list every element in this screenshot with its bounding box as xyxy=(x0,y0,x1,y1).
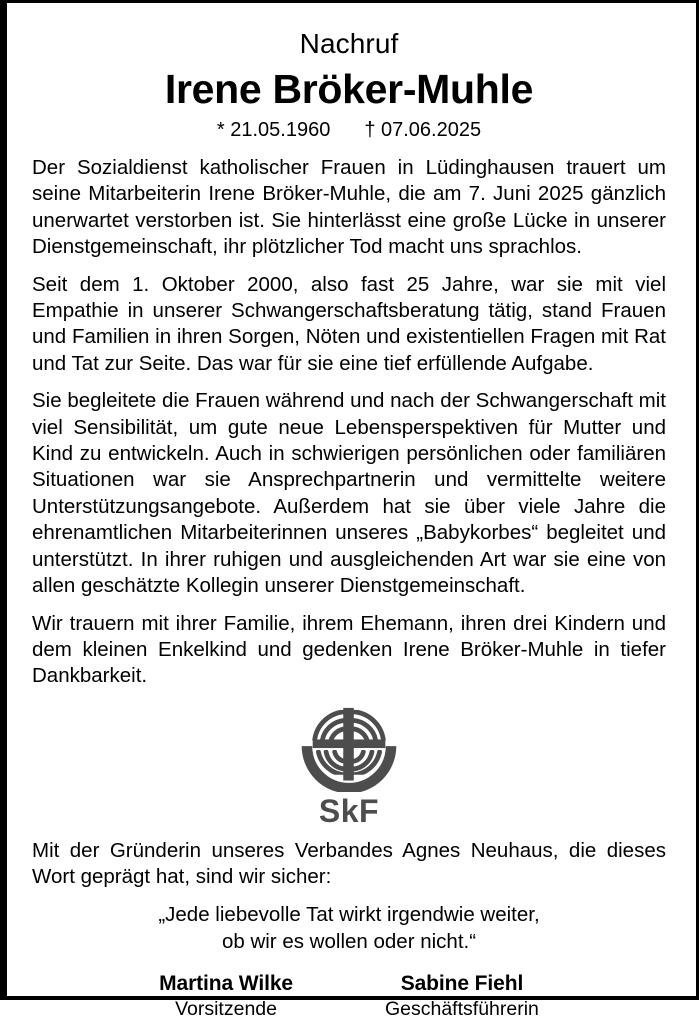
body-paragraph: Sie begleitete die Frauen während und nach der Schwangerschaft mit viel Sensibilität, um gute neue Lebensperspektiven für Mutter und Kind zu entwickeln. Auch in schwierigen persönlichen oder familiären Situationen war sie Ansprechpartnerin und vermittelte weitere Unterstützungsangebote. Außerdem hat sie über viele Jahre die ehrenamtlichen Mitarbeiterinnen unseres „Babykorbes“ begleitet und unterstützt. In ihrer ruhigen und ausgleichenden Art war sie eine von allen geschätzte Kollegin unserer Dienstgemeinschaft. xyxy=(32,389,666,598)
obituary-body xyxy=(32,155,666,690)
signature-row xyxy=(32,971,666,1022)
skf-wordmark: SkF xyxy=(318,792,380,829)
signatory xyxy=(385,971,539,1022)
quote-line: ob wir es wollen oder nicht.“ xyxy=(221,929,477,953)
signatory-role: Vorsitzende xyxy=(175,997,277,1020)
date-of-death: † 07.06.2025 xyxy=(364,119,482,141)
date-of-birth: * 21.05.1960 xyxy=(216,119,331,141)
body-paragraph: Der Sozialdienst katholischer Frauen in Lüdinghausen trauert um seine Mitarbeiterin Irene Bröker-Muhle, die am 7. Juni 2025 gänzlich unerwartet verstorben ist. Sie hinterlässt eine große Lücke in unserer Dienstgemeinschaft, ihr plötzlicher Tod macht uns sprachlos. xyxy=(32,156,666,259)
notice-inner xyxy=(7,3,696,1020)
signatory-name: Sabine Fiehl xyxy=(400,971,524,995)
signatory xyxy=(159,971,293,1022)
signatory-role: Geschäftsführerin xyxy=(384,997,539,1020)
body-paragraph: Wir trauern mit ihrer Familie, ihrem Ehemann, ihren drei Kindern und dem kleinen Enkelkind und gedenken Irene Bröker-Muhle in tiefer Dankbarkeit. xyxy=(32,611,666,688)
deceased-name: Irene Bröker-Muhle xyxy=(164,66,534,112)
skf-cross-bowl-icon xyxy=(301,706,397,792)
life-dates xyxy=(32,117,666,143)
signatory-name: Martina Wilke xyxy=(159,971,293,995)
quote-line: „Jede liebevolle Tat wirkt irgendwie weiter, xyxy=(158,902,540,926)
skf-logo-block xyxy=(32,706,666,828)
closing-intro: Mit der Gründerin unseres Verbandes Agnes Neuhaus, die dieses Wort geprägt hat, sind wir sicher: xyxy=(32,838,666,889)
notice-kicker: Nachruf xyxy=(299,28,399,59)
founder-quote xyxy=(32,901,666,955)
body-paragraph: Seit dem 1. Oktober 2000, also fast 25 Jahre, war sie mit viel Empathie in unserer Schwangerschaftsberatung tätig, stand Frauen und Familien in ihren Sorgen, Nöten und existentiellen Fragen mit Rat und Tat zur Seite. Das war für sie eine tief erfüllende Aufgabe. xyxy=(32,272,666,375)
